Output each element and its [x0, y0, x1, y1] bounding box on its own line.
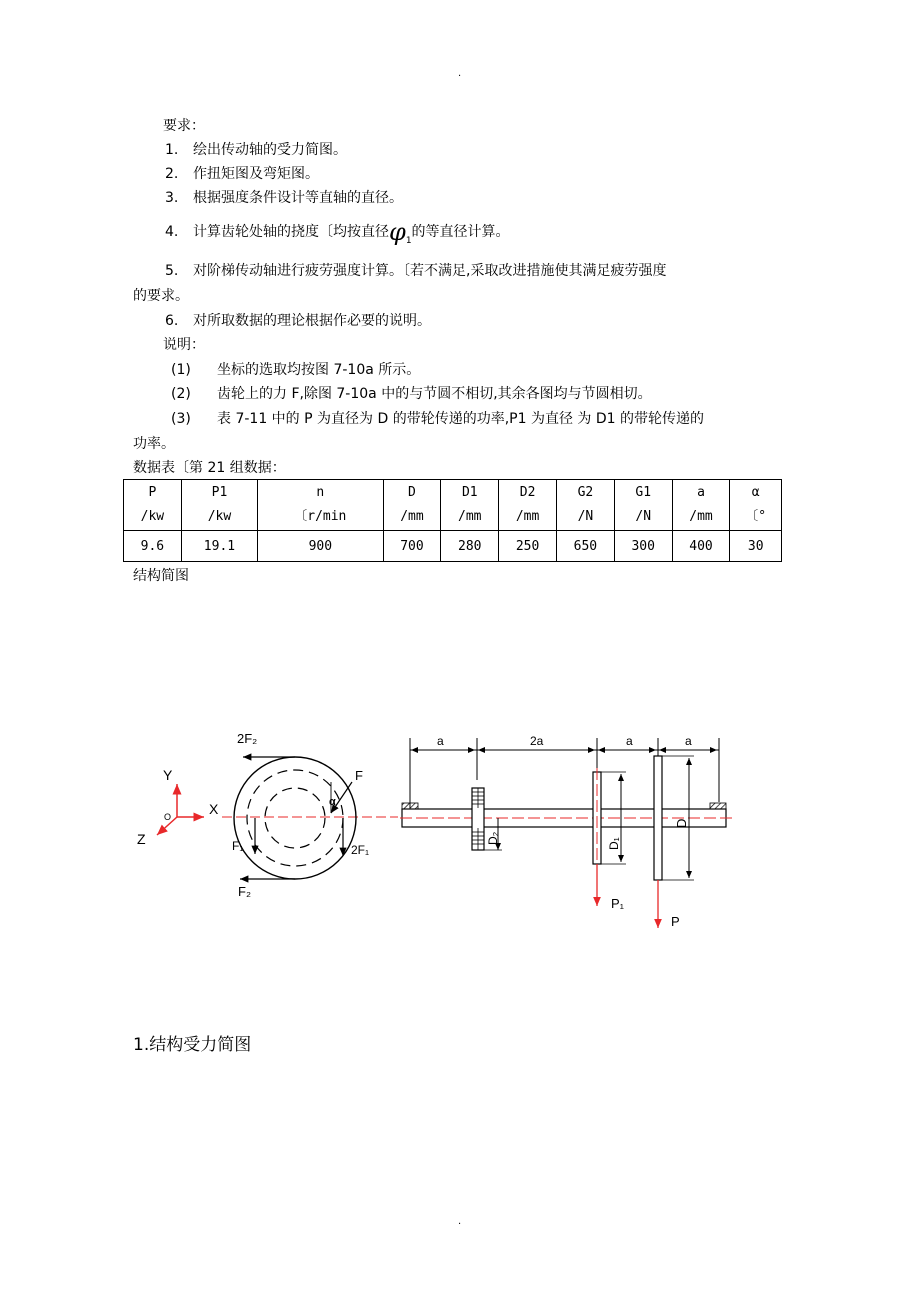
item-number: 6. [165, 313, 179, 329]
requirement-item [165, 189, 403, 207]
item-text: 根据强度条件设计等直轴的直径。 [193, 190, 403, 206]
table-header-row [124, 480, 782, 531]
item-text: 对所取数据的理论根据作必要的说明。 [193, 313, 431, 329]
figure-caption: 结构简图 [133, 568, 189, 584]
item-text-after: 的等直径计算。 [411, 224, 510, 240]
dim-a3-label: a [685, 734, 692, 748]
requirement-item [165, 262, 666, 280]
header-cell: D /mm [383, 480, 441, 531]
right-bearing [710, 803, 726, 809]
header-cell: α 〔° [730, 480, 782, 531]
table-cell: 400 [672, 531, 730, 562]
force-f1-label: F₁ [232, 839, 244, 853]
table-cell: 9.6 [124, 531, 182, 562]
table-row [124, 531, 782, 562]
item-text: 计算齿轮处轴的挠度〔均按直径 [193, 224, 389, 240]
table-caption: 数据表〔第 21 组数据： [133, 460, 286, 476]
axis-z-label: Z [137, 831, 146, 847]
note-item [171, 385, 652, 403]
note-number: (2) [171, 386, 191, 402]
axis-x-label: X [209, 801, 219, 817]
table-cell: 30 [730, 531, 782, 562]
pulley-d [654, 756, 662, 880]
item-number: 1. [165, 142, 179, 158]
load-p-label: P [671, 914, 680, 929]
force-2f2-label: 2F₂ [237, 731, 258, 746]
outer-circle [234, 757, 356, 879]
table-cell: 19.1 [181, 531, 257, 562]
note-item [171, 361, 420, 379]
axis-y-label: Y [163, 767, 173, 783]
header-cell: G1 /N [614, 480, 672, 531]
structure-diagram [0, 720, 920, 950]
dia-d-label: D [674, 818, 689, 828]
requirement-item [165, 141, 347, 159]
dim-a1-label: a [437, 734, 444, 748]
force-f2-label: F₂ [238, 884, 251, 899]
note-number: (3) [171, 411, 191, 427]
header-cell: a /mm [672, 480, 730, 531]
coordinate-axes [137, 767, 219, 847]
item-number: 2. [165, 166, 179, 182]
force-f-label: F [355, 768, 363, 783]
left-bearing [402, 803, 418, 809]
page-mark-top: . [458, 68, 462, 79]
item-text: 绘出传动轴的受力简图。 [193, 142, 347, 158]
item-number: 3. [165, 190, 179, 206]
force-2f1-label: 2F₁ [351, 843, 370, 857]
table-cell: 280 [441, 531, 499, 562]
item-text: 作扭矩图及弯矩图。 [193, 166, 319, 182]
note-item-continued: 功率。 [133, 436, 175, 452]
angle-alpha-label: α [329, 796, 336, 808]
note-item [171, 410, 704, 428]
note-text: 表 7-11 中的 P 为直径为 D 的带轮传递的功率,P1 为直径 为 D1 的带轮传递的 [217, 411, 704, 427]
requirements-title: 要求： [163, 118, 205, 134]
shaft-assembly [400, 734, 736, 929]
table-cell: 650 [557, 531, 615, 562]
phi-subscript: 1 [405, 236, 412, 246]
note-text: 齿轮上的力 F,除图 7-10a 中的与节圆不相切,其余各图均与节圆相切。 [217, 386, 652, 402]
dim-2a-label: 2a [530, 734, 544, 748]
header-cell: D1 /mm [441, 480, 499, 531]
load-p1-label: P₁ [611, 896, 625, 911]
item-number: 5. [165, 263, 179, 279]
origin-label: O [164, 812, 172, 822]
requirement-item [165, 218, 510, 250]
gear-section-view [222, 731, 398, 899]
item-text: 对阶梯传动轴进行疲劳强度计算。〔若不满足,采取改进措施使其满足疲劳强度 [193, 263, 667, 279]
header-cell: P1 /kw [181, 480, 257, 531]
table-cell: 250 [499, 531, 557, 562]
header-cell: D2 /mm [499, 480, 557, 531]
header-cell: n 〔r/min [258, 480, 383, 531]
table-cell: 900 [258, 531, 383, 562]
requirement-item-continued: 的要求。 [133, 288, 189, 304]
header-cell: P /kw [124, 480, 182, 531]
requirement-item [165, 165, 319, 183]
dia-d1-label: D₁ [607, 837, 621, 850]
table-cell: 300 [614, 531, 672, 562]
pitch-circle [247, 770, 343, 866]
inner-circle [265, 788, 325, 848]
notes-title: 说明： [163, 337, 205, 353]
table-cell: 700 [383, 531, 441, 562]
dia-d2-label: D₂ [486, 831, 500, 845]
item-number: 4. [165, 224, 179, 240]
dim-a2-label: a [626, 734, 633, 748]
phi-symbol: φ [389, 218, 406, 246]
header-cell: G2 /N [557, 480, 615, 531]
page-mark-bottom: . [458, 1216, 462, 1227]
section-heading: 1.结构受力简图 [133, 1035, 252, 1055]
note-number: (1) [171, 362, 191, 378]
data-table [123, 479, 782, 562]
note-text: 坐标的选取均按图 7-10a 所示。 [217, 362, 421, 378]
requirement-item [165, 312, 431, 330]
